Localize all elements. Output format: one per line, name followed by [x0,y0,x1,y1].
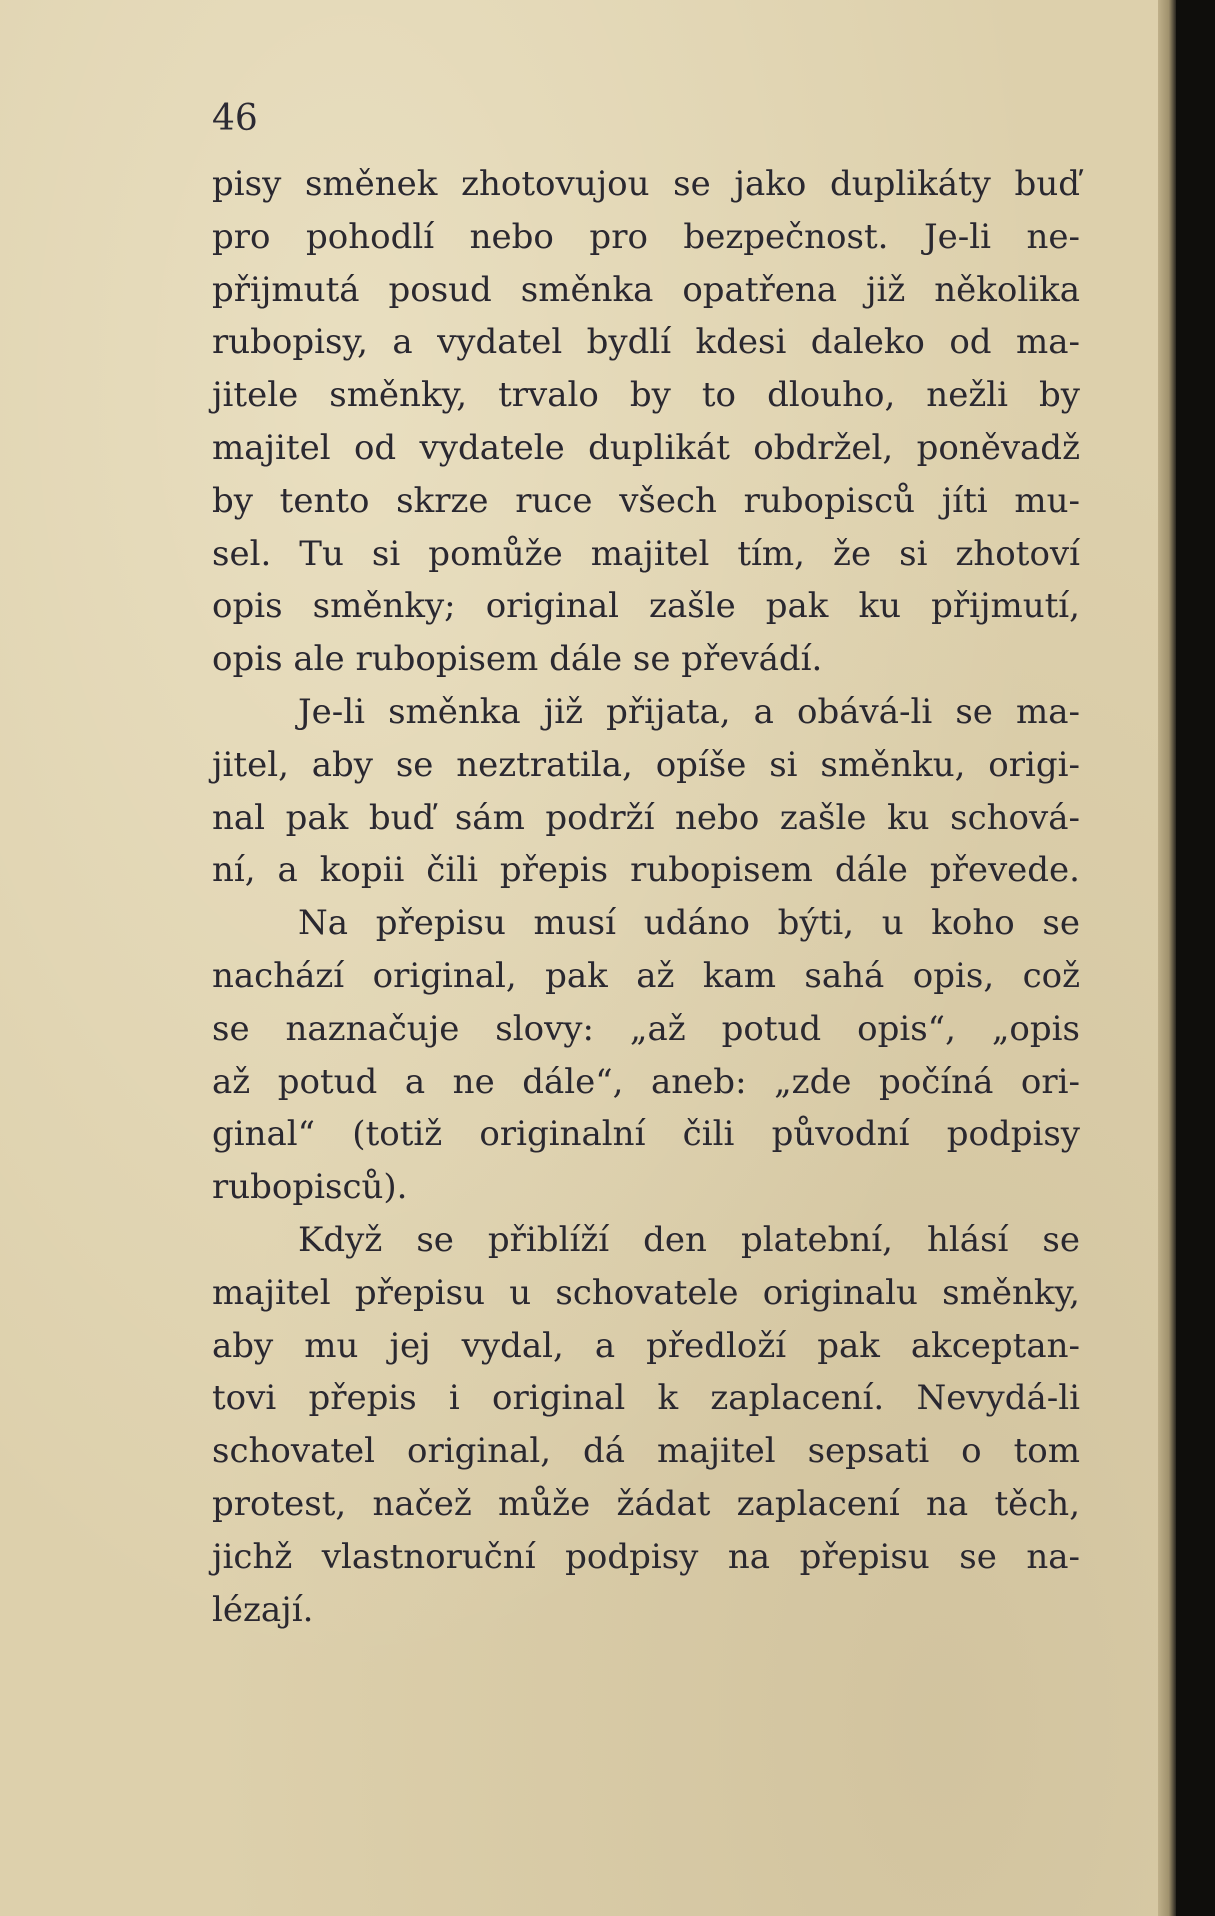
text-line: pisy směnek zhotovujou se jako duplikáty buď [212,164,1080,204]
text-line: ní, a kopii čili přepis rubopisem dále převede. [212,850,1080,891]
text-line: jichž vlastnoruční podpisy na přepisu se na- [212,1536,1080,1577]
text-line: ginal“ (totiž originalní čili původní podpisy [212,1114,1080,1155]
paragraph-first-line: Na přepisu musí udáno býti, u koho se [298,903,1080,944]
text-line: pro pohodlí nebo pro bezpečnost. Je-li ne- [212,216,1080,257]
text-line: opis směnky; original zašle pak ku přijmutí, [212,586,1080,627]
text-line: majitel přepisu u schovatele originalu směnky, [212,1272,1080,1313]
body-text [212,158,1080,1636]
text-line: majitel od vydatele duplikát obdržel, poněvadž [212,427,1080,468]
text-line: schovatel original, dá majitel sepsati o tom [212,1431,1080,1472]
text-line: aby mu jej vydal, a předloží pak akceptan- [212,1325,1080,1366]
text-line: jitel, aby se neztratila, opíše si směnku, origi- [212,744,1080,785]
page-number: 46 [212,98,258,139]
page-edge [1158,0,1176,1916]
paragraph-last-line: opis ale rubopisem dále se převádí. [212,639,823,680]
text-line: rubopisy, a vydatel bydlí kdesi daleko od ma- [212,322,1080,363]
text-line: sel. Tu si pomůže majitel tím, že si zhotoví [212,533,1080,574]
text-line: protest, načež může žádat zaplacení na těch, [212,1483,1080,1524]
paragraph-first-line: Je-li směnka již přijata, a obává-li se ma- [298,691,1080,732]
text-line: přijmutá posud směnka opatřena již několika [212,269,1080,310]
paragraph-last-line: rubopisců). [212,1167,408,1208]
text-line: nachází original, pak až kam sahá opis, což [212,955,1080,996]
text-line: až potud a ne dále“, aneb: „zde počíná ori- [212,1061,1080,1102]
text-line: jitele směnky, trvalo by to dlouho, nežli by [212,375,1080,416]
text-line: nal pak buď sám podrží nebo zašle ku schová- [212,797,1080,838]
paragraph-first-line: Když se přiblíží den platební, hlásí se [298,1219,1080,1260]
text-line: by tento skrze ruce všech rubopisců jíti mu- [212,480,1080,521]
paragraph-last-line: lézají. [212,1589,314,1630]
text-line: se naznačuje slovy: „až potud opis“, „opis [212,1008,1080,1049]
text-line: tovi přepis i original k zaplacení. Nevydá-li [212,1378,1080,1419]
